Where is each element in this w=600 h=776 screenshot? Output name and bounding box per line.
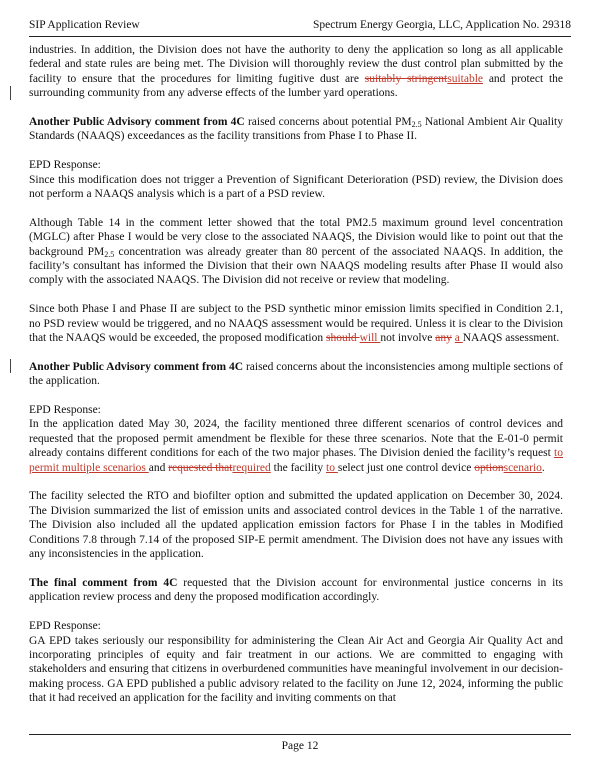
deleted-text: requested that <box>168 461 233 474</box>
inserted-text: to <box>326 461 338 474</box>
comment-lead: The final comment from 4C <box>29 576 178 589</box>
paragraph-dust-control: industries. In addition, the Division does not have the authority to deny the application so long as all applicable federal and state rules are being met. The Division will thoroughly review the dust control plan submitted by the facility to ensure that the procedures for limiting fugitive dust are suitably stringentsuitable and protect the surrounding community from any adverse effects of the lumber yard operations. <box>29 44 563 100</box>
comment-inconsistencies: Another Public Advisory comment from 4C raised concerns about the inconsistencies among multiple sections of the application. <box>29 360 563 388</box>
header-application: Spectrum Energy Georgia, LLC, Application No. 29318 <box>313 19 571 31</box>
change-bar <box>10 86 11 100</box>
change-bar <box>10 359 11 373</box>
comment-lead: Another Public Advisory comment from 4C <box>29 360 244 373</box>
deleted-text: option <box>474 461 504 474</box>
inserted-text: to permit multiple scenarios <box>29 447 563 474</box>
response-label: EPD Response: <box>29 404 101 417</box>
response-label: EPD Response: <box>29 159 101 172</box>
comment-environmental-justice: The final comment from 4C requested that the Division account for environmental justice concerns in its application review process and deny the proposed modification accordingly. <box>29 576 563 604</box>
document-body <box>29 43 563 706</box>
response-label: EPD Response: <box>29 620 101 633</box>
response-naaqs: Since this modification does not trigger a Prevention of Significant Deterioration (PSD) review, the Division does not perform a NAAQS analysis which is a part of a PSD review. <box>29 173 563 201</box>
header-title: SIP Application Review <box>29 19 140 31</box>
footer-rule <box>29 734 571 735</box>
inserted-text: suitable <box>447 72 484 85</box>
page-number: Page 12 <box>281 740 319 752</box>
response-scenarios: In the application dated May 30, 2024, the facility mentioned three different scenarios of control devices and requested that the proposed permit amendment be flexible for these three scenarios. Note that the E-01-0 permit already contains different conditions for each of the two major phases. The Division denied the facility’s request to permit multiple scenarios and requested thatrequired the facility to select just one control device optionscenario. <box>29 418 563 474</box>
inserted-text: required <box>232 461 271 474</box>
paragraph-psd-limits: Since both Phase I and Phase II are subject to the PSD synthetic minor emission limits specified in Condition 2.1, no PSD review would be triggered, and no NAAQS assessment would be required. Unless it is clear to the Division that the NAAQS would be exceeded, the proposed modification should will not involve any a NAAQS assessment. <box>29 303 563 345</box>
deleted-text: suitably stringent <box>364 72 448 85</box>
response-environmental-justice: GA EPD takes seriously our responsibility for administering the Clean Air Act and Georgia Air Quality Act and incorporating principles of equity and fair treatment in our actions. We are committed to engaging with stakeholders and ensuring that citizens in overburdened communities have meaningful involvement in our decision-making process. GA EPD published a public advisory related to the facility on June 12, 2024, informing the public that it had received an application for the facility and inviting comments on that <box>29 634 563 705</box>
inserted-text: scenario <box>503 461 542 474</box>
paragraph-mglc: Although Table 14 in the comment letter showed that the total PM2.5 maximum ground level concentration (MGLC) after Phase I would be very close to the associated NAAQS, the Division would like to point out that the background $PM_{2.5}$ concentration was already greater than 80 percent of the associated NAAQS. In addition, the facility’s consultant has informed the Division that their own NAAQS modeling results after Phase II would also comply with the associated NAAQS. The Division did not receive or review that modeling. <box>29 216 563 287</box>
comment-lead: Another Public Advisory comment from 4C <box>29 116 245 129</box>
deleted-text: any <box>435 332 452 345</box>
inserted-text: a <box>454 332 463 345</box>
inserted-text: will <box>359 332 381 345</box>
page-header <box>29 18 571 32</box>
deleted-text: should <box>326 332 360 345</box>
paragraph-rto-biofilter: The facility selected the RTO and biofilter option and submitted the updated application on December 30, 2024. The Division summarized the list of emission units and associated control devices in the Table 1 of the narrative. The Division also included all the updated application emission factors for Phase I in the tables in Modified Conditions 7.8 through 7.14 of the proposed SIP-E permit amendment. The Division does not have any issues with any inconsistencies in the application. <box>29 490 563 561</box>
comment-naaqs: Another Public Advisory comment from 4C raised concerns about potential $PM_{2.5}$ National Ambient Air Quality Standards (NAAQS) exceedances as the facility transitions from Phase I to Phase II. <box>29 116 563 143</box>
header-rule <box>29 36 571 37</box>
